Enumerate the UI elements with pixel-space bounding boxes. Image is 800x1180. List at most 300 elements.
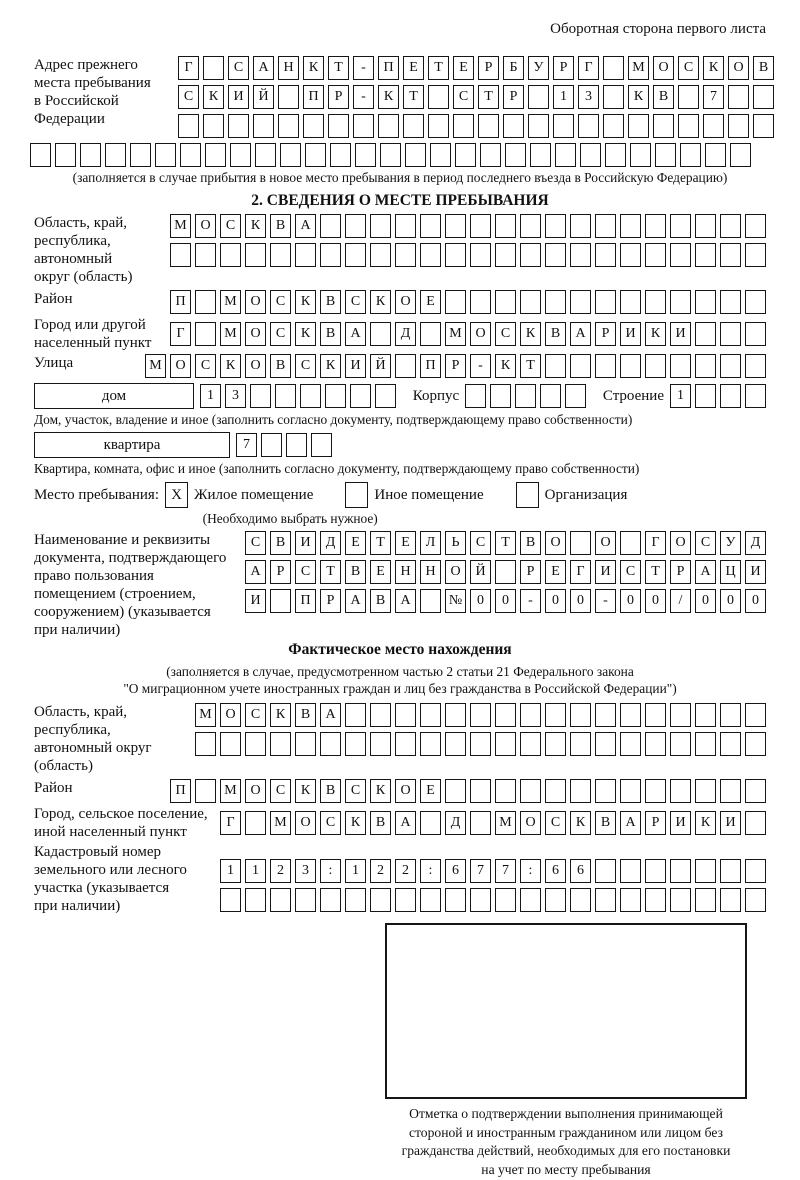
char-cell[interactable] — [295, 243, 316, 267]
char-cell[interactable]: 2 — [395, 859, 416, 883]
char-cell[interactable]: Т — [495, 531, 516, 555]
char-cell[interactable]: С — [320, 811, 341, 835]
char-cell[interactable] — [30, 143, 51, 167]
char-cell[interactable] — [345, 703, 366, 727]
char-cell[interactable] — [695, 384, 716, 408]
char-cell[interactable]: О — [470, 322, 491, 346]
char-cell[interactable] — [470, 811, 491, 835]
char-cell[interactable]: Т — [520, 354, 541, 378]
char-cell[interactable] — [370, 703, 391, 727]
char-cell[interactable] — [445, 888, 466, 912]
char-cell[interactable] — [395, 888, 416, 912]
char-cell[interactable]: Д — [320, 531, 341, 555]
char-cell[interactable] — [261, 433, 282, 457]
char-cell[interactable] — [295, 732, 316, 756]
char-cell[interactable] — [570, 703, 591, 727]
char-cell[interactable] — [605, 143, 626, 167]
char-cell[interactable] — [603, 114, 624, 138]
char-cell[interactable] — [753, 85, 774, 109]
char-cell[interactable]: И — [345, 354, 366, 378]
char-cell[interactable] — [595, 703, 616, 727]
char-cell[interactable] — [620, 214, 641, 238]
char-cell[interactable]: К — [295, 322, 316, 346]
char-cell[interactable] — [300, 384, 321, 408]
char-cell[interactable]: М — [220, 322, 241, 346]
char-cell[interactable] — [470, 214, 491, 238]
char-cell[interactable] — [645, 888, 666, 912]
char-cell[interactable]: Е — [453, 56, 474, 80]
char-cell[interactable]: О — [245, 354, 266, 378]
char-cell[interactable] — [695, 322, 716, 346]
char-cell[interactable] — [445, 703, 466, 727]
char-cell[interactable]: К — [295, 290, 316, 314]
char-cell[interactable]: К — [495, 354, 516, 378]
char-cell[interactable] — [345, 732, 366, 756]
char-cell[interactable] — [445, 243, 466, 267]
char-cell[interactable] — [565, 384, 586, 408]
char-cell[interactable]: С — [220, 214, 241, 238]
char-cell[interactable] — [545, 354, 566, 378]
char-cell[interactable]: О — [445, 560, 466, 584]
char-cell[interactable]: В — [520, 531, 541, 555]
char-cell[interactable] — [720, 384, 741, 408]
char-cell[interactable] — [620, 859, 641, 883]
char-cell[interactable] — [553, 114, 574, 138]
char-cell[interactable]: : — [320, 859, 341, 883]
char-cell[interactable]: Г — [170, 322, 191, 346]
char-cell[interactable]: Р — [595, 322, 616, 346]
char-cell[interactable]: 7 — [470, 859, 491, 883]
char-cell[interactable] — [420, 243, 441, 267]
char-cell[interactable] — [428, 114, 449, 138]
char-cell[interactable] — [645, 290, 666, 314]
char-cell[interactable]: 1 — [670, 384, 691, 408]
char-cell[interactable] — [520, 779, 541, 803]
char-cell[interactable] — [220, 732, 241, 756]
char-cell[interactable] — [420, 703, 441, 727]
char-cell[interactable]: И — [595, 560, 616, 584]
char-cell[interactable] — [420, 732, 441, 756]
char-cell[interactable]: Р — [478, 56, 499, 80]
char-cell[interactable]: Н — [278, 56, 299, 80]
char-cell[interactable] — [630, 143, 651, 167]
char-cell[interactable] — [545, 779, 566, 803]
char-cell[interactable] — [470, 732, 491, 756]
char-cell[interactable] — [520, 888, 541, 912]
char-cell[interactable]: В — [595, 811, 616, 835]
char-cell[interactable]: К — [695, 811, 716, 835]
char-cell[interactable]: И — [245, 589, 266, 613]
char-cell[interactable]: И — [720, 811, 741, 835]
char-cell[interactable]: Г — [578, 56, 599, 80]
char-cell[interactable] — [570, 290, 591, 314]
char-cell[interactable] — [470, 290, 491, 314]
char-cell[interactable] — [453, 114, 474, 138]
char-cell[interactable]: К — [628, 85, 649, 109]
char-cell[interactable] — [253, 114, 274, 138]
char-cell[interactable]: Б — [503, 56, 524, 80]
char-cell[interactable]: В — [345, 560, 366, 584]
char-cell[interactable]: К — [203, 85, 224, 109]
char-cell[interactable]: 0 — [620, 589, 641, 613]
char-cell[interactable] — [595, 859, 616, 883]
char-cell[interactable]: О — [653, 56, 674, 80]
char-cell[interactable]: Р — [328, 85, 349, 109]
char-cell[interactable] — [395, 703, 416, 727]
char-cell[interactable] — [470, 779, 491, 803]
char-cell[interactable]: И — [228, 85, 249, 109]
char-cell[interactable]: С — [270, 290, 291, 314]
char-cell[interactable] — [720, 732, 741, 756]
char-cell[interactable]: О — [520, 811, 541, 835]
char-cell[interactable] — [745, 354, 766, 378]
char-cell[interactable] — [545, 214, 566, 238]
char-cell[interactable]: В — [295, 703, 316, 727]
char-cell[interactable]: К — [303, 56, 324, 80]
char-cell[interactable]: М — [628, 56, 649, 80]
char-cell[interactable] — [280, 143, 301, 167]
char-cell[interactable]: 7 — [236, 433, 257, 457]
char-cell[interactable]: Р — [645, 811, 666, 835]
char-cell[interactable]: С — [345, 779, 366, 803]
char-cell[interactable] — [545, 703, 566, 727]
char-cell[interactable] — [465, 384, 486, 408]
char-cell[interactable] — [295, 888, 316, 912]
char-cell[interactable]: М — [495, 811, 516, 835]
char-cell[interactable]: С — [495, 322, 516, 346]
char-cell[interactable] — [320, 243, 341, 267]
char-cell[interactable] — [595, 243, 616, 267]
char-cell[interactable]: С — [245, 703, 266, 727]
char-cell[interactable] — [305, 143, 326, 167]
char-cell[interactable] — [395, 354, 416, 378]
char-cell[interactable]: И — [670, 322, 691, 346]
char-cell[interactable]: П — [420, 354, 441, 378]
char-cell[interactable] — [495, 243, 516, 267]
char-cell[interactable]: : — [420, 859, 441, 883]
char-cell[interactable] — [320, 888, 341, 912]
char-cell[interactable]: А — [345, 589, 366, 613]
char-cell[interactable] — [395, 214, 416, 238]
char-cell[interactable]: О — [295, 811, 316, 835]
char-cell[interactable] — [620, 779, 641, 803]
char-cell[interactable] — [720, 290, 741, 314]
char-cell[interactable]: - — [595, 589, 616, 613]
char-cell[interactable] — [645, 703, 666, 727]
char-cell[interactable]: Р — [553, 56, 574, 80]
char-cell[interactable] — [695, 888, 716, 912]
char-cell[interactable] — [403, 114, 424, 138]
char-cell[interactable] — [470, 888, 491, 912]
char-cell[interactable] — [603, 56, 624, 80]
char-cell[interactable] — [620, 531, 641, 555]
char-cell[interactable]: В — [370, 811, 391, 835]
char-cell[interactable]: Й — [253, 85, 274, 109]
char-cell[interactable] — [595, 779, 616, 803]
char-cell[interactable] — [645, 859, 666, 883]
char-cell[interactable] — [420, 888, 441, 912]
char-cell[interactable]: И — [670, 811, 691, 835]
char-cell[interactable] — [745, 888, 766, 912]
char-cell[interactable]: 0 — [570, 589, 591, 613]
char-cell[interactable] — [505, 143, 526, 167]
char-cell[interactable]: И — [745, 560, 766, 584]
char-cell[interactable]: С — [545, 811, 566, 835]
char-cell[interactable] — [495, 732, 516, 756]
char-cell[interactable] — [578, 114, 599, 138]
char-cell[interactable] — [420, 322, 441, 346]
char-cell[interactable] — [370, 243, 391, 267]
char-cell[interactable]: М — [195, 703, 216, 727]
char-cell[interactable] — [495, 290, 516, 314]
char-cell[interactable] — [330, 143, 351, 167]
char-cell[interactable]: Е — [420, 290, 441, 314]
char-cell[interactable]: Е — [395, 531, 416, 555]
char-cell[interactable]: А — [295, 214, 316, 238]
char-cell[interactable] — [670, 703, 691, 727]
char-cell[interactable]: С — [245, 531, 266, 555]
char-cell[interactable] — [428, 85, 449, 109]
char-cell[interactable]: К — [370, 779, 391, 803]
char-cell[interactable] — [753, 114, 774, 138]
char-cell[interactable] — [620, 243, 641, 267]
char-cell[interactable]: К — [220, 354, 241, 378]
char-cell[interactable] — [195, 322, 216, 346]
char-cell[interactable] — [495, 214, 516, 238]
char-cell[interactable]: К — [295, 779, 316, 803]
char-cell[interactable]: С — [453, 85, 474, 109]
char-cell[interactable]: С — [228, 56, 249, 80]
char-cell[interactable] — [230, 143, 251, 167]
char-cell[interactable]: 0 — [645, 589, 666, 613]
char-cell[interactable] — [570, 779, 591, 803]
char-cell[interactable] — [378, 114, 399, 138]
char-cell[interactable] — [325, 384, 346, 408]
char-cell[interactable]: О — [395, 779, 416, 803]
char-cell[interactable]: К — [570, 811, 591, 835]
char-cell[interactable] — [595, 888, 616, 912]
char-cell[interactable]: 2 — [270, 859, 291, 883]
char-cell[interactable]: В — [270, 354, 291, 378]
char-cell[interactable] — [603, 85, 624, 109]
char-cell[interactable] — [205, 143, 226, 167]
char-cell[interactable]: У — [720, 531, 741, 555]
char-cell[interactable] — [595, 214, 616, 238]
char-cell[interactable] — [370, 732, 391, 756]
char-cell[interactable] — [655, 143, 676, 167]
char-cell[interactable] — [275, 384, 296, 408]
char-cell[interactable]: П — [303, 85, 324, 109]
char-cell[interactable]: Й — [470, 560, 491, 584]
char-cell[interactable] — [105, 143, 126, 167]
char-cell[interactable]: 1 — [245, 859, 266, 883]
char-cell[interactable]: 0 — [495, 589, 516, 613]
char-cell[interactable]: Й — [370, 354, 391, 378]
char-cell[interactable] — [720, 354, 741, 378]
char-cell[interactable] — [678, 114, 699, 138]
char-cell[interactable]: О — [395, 290, 416, 314]
char-cell[interactable] — [520, 214, 541, 238]
char-cell[interactable] — [620, 732, 641, 756]
char-cell[interactable] — [395, 732, 416, 756]
char-cell[interactable] — [570, 531, 591, 555]
char-cell[interactable] — [495, 888, 516, 912]
char-cell[interactable] — [680, 143, 701, 167]
char-cell[interactable] — [345, 214, 366, 238]
char-cell[interactable]: 1 — [553, 85, 574, 109]
char-cell[interactable]: М — [445, 322, 466, 346]
char-cell[interactable] — [728, 114, 749, 138]
char-cell[interactable]: 0 — [470, 589, 491, 613]
char-cell[interactable] — [495, 560, 516, 584]
char-cell[interactable] — [380, 143, 401, 167]
char-cell[interactable]: М — [220, 779, 241, 803]
char-cell[interactable] — [370, 322, 391, 346]
char-cell[interactable]: 6 — [570, 859, 591, 883]
char-cell[interactable] — [495, 779, 516, 803]
char-cell[interactable]: Р — [670, 560, 691, 584]
char-cell[interactable] — [670, 354, 691, 378]
char-cell[interactable] — [695, 703, 716, 727]
char-cell[interactable] — [545, 888, 566, 912]
char-cell[interactable]: В — [270, 531, 291, 555]
char-cell[interactable] — [745, 732, 766, 756]
char-cell[interactable]: 7 — [495, 859, 516, 883]
char-cell[interactable] — [278, 85, 299, 109]
char-cell[interactable]: Н — [420, 560, 441, 584]
char-cell[interactable]: 2 — [370, 859, 391, 883]
char-cell[interactable] — [705, 143, 726, 167]
char-cell[interactable] — [155, 143, 176, 167]
char-cell[interactable] — [270, 888, 291, 912]
char-cell[interactable]: 0 — [745, 589, 766, 613]
char-cell[interactable] — [245, 811, 266, 835]
char-cell[interactable] — [528, 85, 549, 109]
char-cell[interactable]: В — [545, 322, 566, 346]
char-cell[interactable] — [320, 214, 341, 238]
char-cell[interactable] — [745, 290, 766, 314]
char-cell[interactable]: А — [395, 589, 416, 613]
char-cell[interactable]: К — [245, 214, 266, 238]
char-cell[interactable] — [670, 243, 691, 267]
char-cell[interactable] — [670, 888, 691, 912]
char-cell[interactable] — [670, 214, 691, 238]
char-cell[interactable] — [245, 732, 266, 756]
char-cell[interactable] — [255, 143, 276, 167]
char-cell[interactable]: О — [728, 56, 749, 80]
char-cell[interactable] — [495, 703, 516, 727]
char-cell[interactable]: Г — [570, 560, 591, 584]
char-cell[interactable] — [203, 56, 224, 80]
char-cell[interactable] — [228, 114, 249, 138]
char-cell[interactable] — [55, 143, 76, 167]
char-cell[interactable] — [645, 214, 666, 238]
char-cell[interactable]: А — [245, 560, 266, 584]
char-cell[interactable] — [670, 290, 691, 314]
char-cell[interactable] — [375, 384, 396, 408]
char-cell[interactable]: В — [753, 56, 774, 80]
char-cell[interactable]: В — [320, 290, 341, 314]
char-cell[interactable]: Р — [320, 589, 341, 613]
char-cell[interactable]: М — [220, 290, 241, 314]
char-cell[interactable]: В — [370, 589, 391, 613]
char-cell[interactable] — [703, 114, 724, 138]
char-cell[interactable] — [728, 85, 749, 109]
char-cell[interactable]: А — [320, 703, 341, 727]
char-cell[interactable]: Д — [745, 531, 766, 555]
char-cell[interactable] — [695, 732, 716, 756]
char-cell[interactable] — [353, 114, 374, 138]
char-cell[interactable]: И — [620, 322, 641, 346]
char-cell[interactable]: С — [620, 560, 641, 584]
char-cell[interactable] — [455, 143, 476, 167]
char-cell[interactable] — [320, 732, 341, 756]
char-cell[interactable] — [286, 433, 307, 457]
char-cell[interactable]: 3 — [578, 85, 599, 109]
char-cell[interactable] — [130, 143, 151, 167]
char-cell[interactable]: 3 — [295, 859, 316, 883]
char-cell[interactable] — [645, 732, 666, 756]
char-cell[interactable] — [195, 290, 216, 314]
char-cell[interactable] — [620, 354, 641, 378]
char-cell[interactable]: / — [670, 589, 691, 613]
char-cell[interactable]: 0 — [695, 589, 716, 613]
char-cell[interactable] — [420, 589, 441, 613]
char-cell[interactable] — [195, 243, 216, 267]
char-cell[interactable]: М — [270, 811, 291, 835]
char-cell[interactable]: 0 — [720, 589, 741, 613]
char-cell[interactable] — [520, 290, 541, 314]
char-cell[interactable]: В — [320, 322, 341, 346]
char-cell[interactable] — [570, 243, 591, 267]
char-cell[interactable] — [311, 433, 332, 457]
char-cell[interactable] — [328, 114, 349, 138]
char-cell[interactable]: Т — [428, 56, 449, 80]
char-cell[interactable]: У — [528, 56, 549, 80]
char-cell[interactable]: Д — [395, 322, 416, 346]
char-cell[interactable] — [570, 732, 591, 756]
char-cell[interactable] — [480, 143, 501, 167]
char-cell[interactable] — [745, 811, 766, 835]
char-cell[interactable] — [545, 243, 566, 267]
char-cell[interactable]: 1 — [220, 859, 241, 883]
char-cell[interactable] — [220, 888, 241, 912]
checkbox-other-premises[interactable] — [345, 482, 368, 508]
char-cell[interactable]: П — [170, 779, 191, 803]
char-cell[interactable] — [470, 243, 491, 267]
char-cell[interactable] — [720, 243, 741, 267]
char-cell[interactable] — [445, 214, 466, 238]
char-cell[interactable]: - — [520, 589, 541, 613]
char-cell[interactable] — [570, 354, 591, 378]
char-cell[interactable] — [745, 859, 766, 883]
char-cell[interactable] — [620, 703, 641, 727]
char-cell[interactable] — [678, 85, 699, 109]
char-cell[interactable]: Г — [220, 811, 241, 835]
char-cell[interactable] — [620, 888, 641, 912]
char-cell[interactable]: К — [645, 322, 666, 346]
char-cell[interactable]: О — [245, 779, 266, 803]
char-cell[interactable] — [695, 243, 716, 267]
char-cell[interactable] — [595, 732, 616, 756]
char-cell[interactable] — [720, 779, 741, 803]
char-cell[interactable] — [345, 888, 366, 912]
char-cell[interactable]: 7 — [703, 85, 724, 109]
char-cell[interactable] — [245, 243, 266, 267]
char-cell[interactable] — [250, 384, 271, 408]
char-cell[interactable] — [80, 143, 101, 167]
char-cell[interactable]: - — [470, 354, 491, 378]
